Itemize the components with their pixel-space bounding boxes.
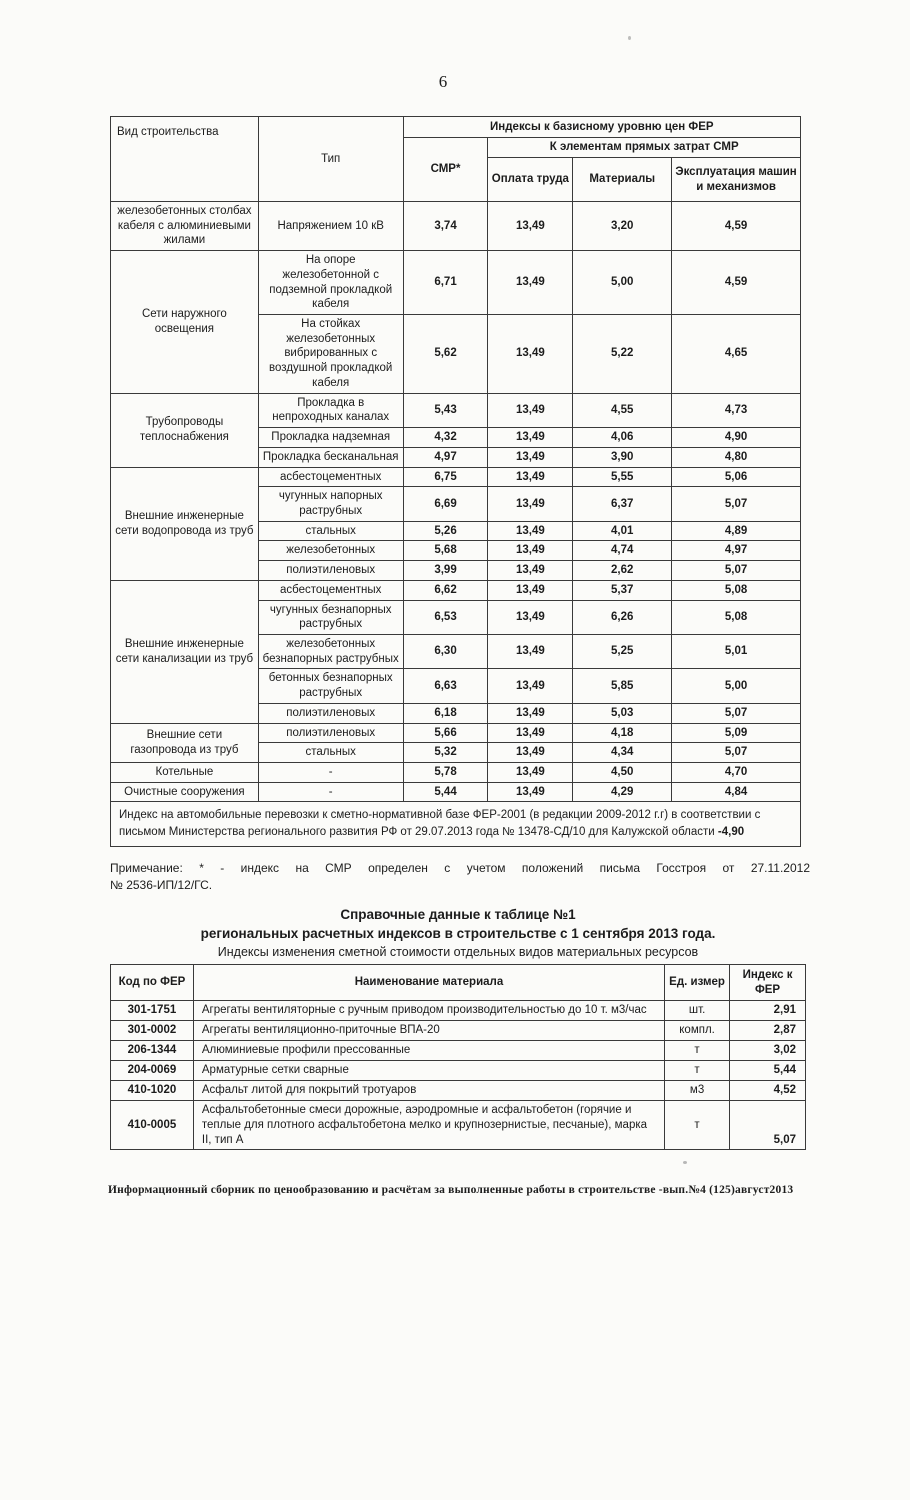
- material-name-cell: Алюминиевые профили прессованные: [193, 1040, 664, 1060]
- construction-kind-cell: Внешние инженерные сети канализации из труб: [111, 580, 259, 723]
- code-cell: 301-0002: [111, 1020, 194, 1040]
- note-value: -4,90: [717, 826, 745, 839]
- note-text: Индекс на автомобильные перевозки к сметно-нормативной базе ФЕР-2001 (в редакции 2009-2012 г.г) в соответствии с письмом Министерства регионального развития РФ от 29.07.2013 года № 13478-СД/10 для Калужской области: [119, 809, 761, 839]
- materials-cell: 5,55: [573, 467, 672, 487]
- labor-cell: 13,49: [488, 487, 573, 521]
- material-name-cell: Асфальтобетонные смеси дорожные, аэродромные и асфальтобетон (горячие и теплые для плотного асфальтобетона мелко и крупнозернистые, песчаные), марка II, тип А: [193, 1100, 664, 1150]
- code-cell: 301-1751: [111, 1000, 194, 1020]
- machines-cell: 4,84: [672, 782, 801, 802]
- type-cell: Напряжением 10 кВ: [258, 202, 403, 251]
- machines-cell: 4,73: [672, 393, 801, 427]
- machines-cell: 4,70: [672, 763, 801, 783]
- unit-cell: т: [665, 1100, 730, 1150]
- type-cell: чугунных безнапорных раструбных: [258, 600, 403, 634]
- smr-cell: 4,32: [403, 428, 488, 448]
- remark: [110, 860, 810, 895]
- smr-cell: 3,74: [403, 202, 488, 251]
- header-index-span: Индексы к базисному уровню цен ФЕР: [403, 117, 800, 138]
- smr-cell: 5,44: [403, 782, 488, 802]
- type-cell: полиэтиленовых: [258, 703, 403, 723]
- material-name-cell: Арматурные сетки сварные: [193, 1060, 664, 1080]
- type-cell: железобетонных: [258, 541, 403, 561]
- materials-cell: 5,00: [573, 251, 672, 315]
- materials-cell: 5,03: [573, 703, 672, 723]
- materials-cell: 5,37: [573, 580, 672, 600]
- doc-footer: Информационный сборник по ценообразованию и расчётам за выполненные работы в строительстве -вып.№4 (125)август2013: [108, 1184, 794, 1197]
- labor-cell: 13,49: [488, 393, 573, 427]
- construction-kind-cell: Трубопроводы теплоснабжения: [111, 393, 259, 467]
- smr-cell: 6,18: [403, 703, 488, 723]
- type-cell: асбестоцементных: [258, 580, 403, 600]
- header-labor: Оплата труда: [488, 158, 573, 202]
- reference-headings: [110, 905, 806, 962]
- index-cell: 4,52: [730, 1080, 806, 1100]
- type-cell: -: [258, 782, 403, 802]
- type-cell: Прокладка бесканальная: [258, 447, 403, 467]
- construction-kind-cell: Внешние инженерные сети водопровода из труб: [111, 467, 259, 580]
- materials-cell: 4,50: [573, 763, 672, 783]
- materials-index-table: [110, 964, 806, 1150]
- machines-cell: 4,59: [672, 251, 801, 315]
- table-row: [111, 251, 801, 315]
- type-cell: полиэтиленовых: [258, 723, 403, 743]
- materials-cell: 4,74: [573, 541, 672, 561]
- machines-cell: 4,59: [672, 202, 801, 251]
- heading-regional-indexes: региональных расчетных индексов в строительстве с 1 сентября 2013 года.: [200, 926, 716, 942]
- material-name-cell: Агрегаты вентиляционно-приточные ВПА-20: [193, 1020, 664, 1040]
- construction-kind-cell: Сети наружного освещения: [111, 251, 259, 393]
- smr-cell: 6,30: [403, 634, 488, 668]
- labor-cell: 13,49: [488, 723, 573, 743]
- construction-kind-cell: Котельные: [111, 763, 259, 783]
- smr-cell: 6,75: [403, 467, 488, 487]
- labor-cell: 13,49: [488, 467, 573, 487]
- machines-cell: 5,07: [672, 561, 801, 581]
- smr-cell: 6,69: [403, 487, 488, 521]
- table-row: [111, 580, 801, 600]
- header-machines: Эксплуатация машин и механизмов: [672, 158, 801, 202]
- remark-line2: № 2536-ИП/12/ГС.: [110, 878, 213, 893]
- labor-cell: 13,49: [488, 600, 573, 634]
- labor-cell: 13,49: [488, 561, 573, 581]
- table-row: [111, 723, 801, 743]
- type-cell: Прокладка надземная: [258, 428, 403, 448]
- material-name-cell: Агрегаты вентиляторные с ручным приводом производительностью до 10 т. м3/час: [193, 1000, 664, 1020]
- material-name-cell: Асфальт литой для покрытий тротуаров: [193, 1080, 664, 1100]
- machines-cell: 5,08: [672, 600, 801, 634]
- labor-cell: 13,49: [488, 703, 573, 723]
- materials-cell: 2,62: [573, 561, 672, 581]
- index-cell: 5,44: [730, 1060, 806, 1080]
- machines-cell: 4,97: [672, 541, 801, 561]
- smr-cell: 5,43: [403, 393, 488, 427]
- type-cell: стальных: [258, 521, 403, 541]
- machines-cell: 5,01: [672, 634, 801, 668]
- construction-kind-cell: Очистные сооружения: [111, 782, 259, 802]
- labor-cell: 13,49: [488, 763, 573, 783]
- type-cell: стальных: [258, 743, 403, 763]
- header-type: Тип: [258, 117, 403, 202]
- materials-cell: 5,25: [573, 634, 672, 668]
- construction-kind-cell: Внешние сети газопровода из труб: [111, 723, 259, 762]
- machines-cell: 5,08: [672, 580, 801, 600]
- machines-cell: 5,07: [672, 487, 801, 521]
- table-row: [111, 1020, 806, 1040]
- smr-cell: 5,68: [403, 541, 488, 561]
- labor-cell: 13,49: [488, 634, 573, 668]
- unit-cell: м3: [665, 1080, 730, 1100]
- smr-cell: 3,99: [403, 561, 488, 581]
- materials-cell: 6,37: [573, 487, 672, 521]
- smr-cell: 5,66: [403, 723, 488, 743]
- regional-index-table: [110, 116, 801, 847]
- table-row: [111, 1100, 806, 1150]
- table-row: [111, 782, 801, 802]
- smr-cell: 5,62: [403, 315, 488, 394]
- machines-cell: 4,89: [672, 521, 801, 541]
- labor-cell: 13,49: [488, 447, 573, 467]
- smr-cell: 5,26: [403, 521, 488, 541]
- machines-cell: 5,07: [672, 743, 801, 763]
- table-row: [111, 467, 801, 487]
- unit-cell: т: [665, 1040, 730, 1060]
- page-number: 6: [438, 72, 448, 91]
- materials-cell: 4,18: [573, 723, 672, 743]
- smr-cell: 6,71: [403, 251, 488, 315]
- labor-cell: 13,49: [488, 428, 573, 448]
- scan-speck: [628, 36, 631, 40]
- machines-cell: 4,65: [672, 315, 801, 394]
- type-cell: железобетонных безнапорных раструбных: [258, 634, 403, 668]
- table-row: [111, 1060, 806, 1080]
- t2-header-index: Индекс к ФЕР: [730, 965, 806, 1001]
- code-cell: 410-0005: [111, 1100, 194, 1150]
- type-cell: Прокладка в непроходных каналах: [258, 393, 403, 427]
- labor-cell: 13,49: [488, 580, 573, 600]
- materials-cell: 5,22: [573, 315, 672, 394]
- unit-cell: т: [665, 1060, 730, 1080]
- machines-cell: 5,00: [672, 669, 801, 703]
- type-cell: чугунных напорных раструбных: [258, 487, 403, 521]
- heading-reference-data: Справочные данные к таблице №1: [340, 906, 576, 922]
- materials-table-header: [111, 965, 806, 1001]
- smr-cell: 6,53: [403, 600, 488, 634]
- t2-header-name: Наименование материала: [193, 965, 664, 1001]
- construction-kind-cell: железобетонных столбах кабеля с алюминиевыми жилами: [111, 202, 259, 251]
- scan-speck: [683, 1161, 687, 1164]
- type-cell: полиэтиленовых: [258, 561, 403, 581]
- table1-note-row: [111, 802, 801, 846]
- materials-cell: 4,29: [573, 782, 672, 802]
- code-cell: 410-1020: [111, 1080, 194, 1100]
- heading-materials-indexes: Индексы изменения сметной стоимости отдельных видов материальных ресурсов: [217, 944, 699, 959]
- labor-cell: 13,49: [488, 743, 573, 763]
- smr-cell: 4,97: [403, 447, 488, 467]
- materials-cell: 4,06: [573, 428, 672, 448]
- index-cell: 3,02: [730, 1040, 806, 1060]
- machines-cell: 5,07: [672, 703, 801, 723]
- header-materials: Материалы: [573, 158, 672, 202]
- header-construction-kind: Вид строительства: [111, 117, 259, 202]
- machines-cell: 5,06: [672, 467, 801, 487]
- auto-transport-note: [111, 802, 801, 846]
- machines-cell: 5,09: [672, 723, 801, 743]
- type-cell: -: [258, 763, 403, 783]
- materials-cell: 6,26: [573, 600, 672, 634]
- labor-cell: 13,49: [488, 521, 573, 541]
- table-row: [111, 202, 801, 251]
- type-cell: На опоре железобетонной с подземной прокладкой кабеля: [258, 251, 403, 315]
- t2-header-unit: Ед. измер: [665, 965, 730, 1001]
- smr-cell: 6,62: [403, 580, 488, 600]
- labor-cell: 13,49: [488, 669, 573, 703]
- smr-cell: 5,78: [403, 763, 488, 783]
- unit-cell: компл.: [665, 1020, 730, 1040]
- type-cell: бетонных безнапорных раструбных: [258, 669, 403, 703]
- table-row: [111, 1040, 806, 1060]
- materials-cell: 3,90: [573, 447, 672, 467]
- table-row: [111, 763, 801, 783]
- materials-cell: 4,34: [573, 743, 672, 763]
- labor-cell: 13,49: [488, 251, 573, 315]
- table-row: [111, 393, 801, 427]
- code-cell: 204-0069: [111, 1060, 194, 1080]
- table2-body: [111, 1000, 806, 1150]
- smr-cell: 6,63: [403, 669, 488, 703]
- labor-cell: 13,49: [488, 202, 573, 251]
- type-cell: асбестоцементных: [258, 467, 403, 487]
- type-cell: На стойках железобетонных вибрированных с воздушной прокладкой кабеля: [258, 315, 403, 394]
- remark-line1: Примечание: * - индекс на СМР определен с учетом положений письма Госстроя от 27.11.2012: [110, 860, 810, 875]
- smr-cell: 5,32: [403, 743, 488, 763]
- materials-cell: 3,20: [573, 202, 672, 251]
- header-smr: СМР*: [403, 138, 488, 202]
- t2-header-code: Код по ФЕР: [111, 965, 194, 1001]
- materials-cell: 4,01: [573, 521, 672, 541]
- regional-index-table-header: [111, 117, 801, 202]
- labor-cell: 13,49: [488, 315, 573, 394]
- materials-cell: 4,55: [573, 393, 672, 427]
- materials-cell: 5,85: [573, 669, 672, 703]
- index-cell: 2,87: [730, 1020, 806, 1040]
- header-elements-span: К элементам прямых затрат СМР: [488, 138, 801, 158]
- table1-body: [111, 202, 801, 802]
- labor-cell: 13,49: [488, 782, 573, 802]
- index-cell: 5,07: [730, 1100, 806, 1150]
- code-cell: 206-1344: [111, 1040, 194, 1060]
- table-row: [111, 1000, 806, 1020]
- machines-cell: 4,80: [672, 447, 801, 467]
- table-row: [111, 1080, 806, 1100]
- labor-cell: 13,49: [488, 541, 573, 561]
- index-cell: 2,91: [730, 1000, 806, 1020]
- unit-cell: шт.: [665, 1000, 730, 1020]
- machines-cell: 4,90: [672, 428, 801, 448]
